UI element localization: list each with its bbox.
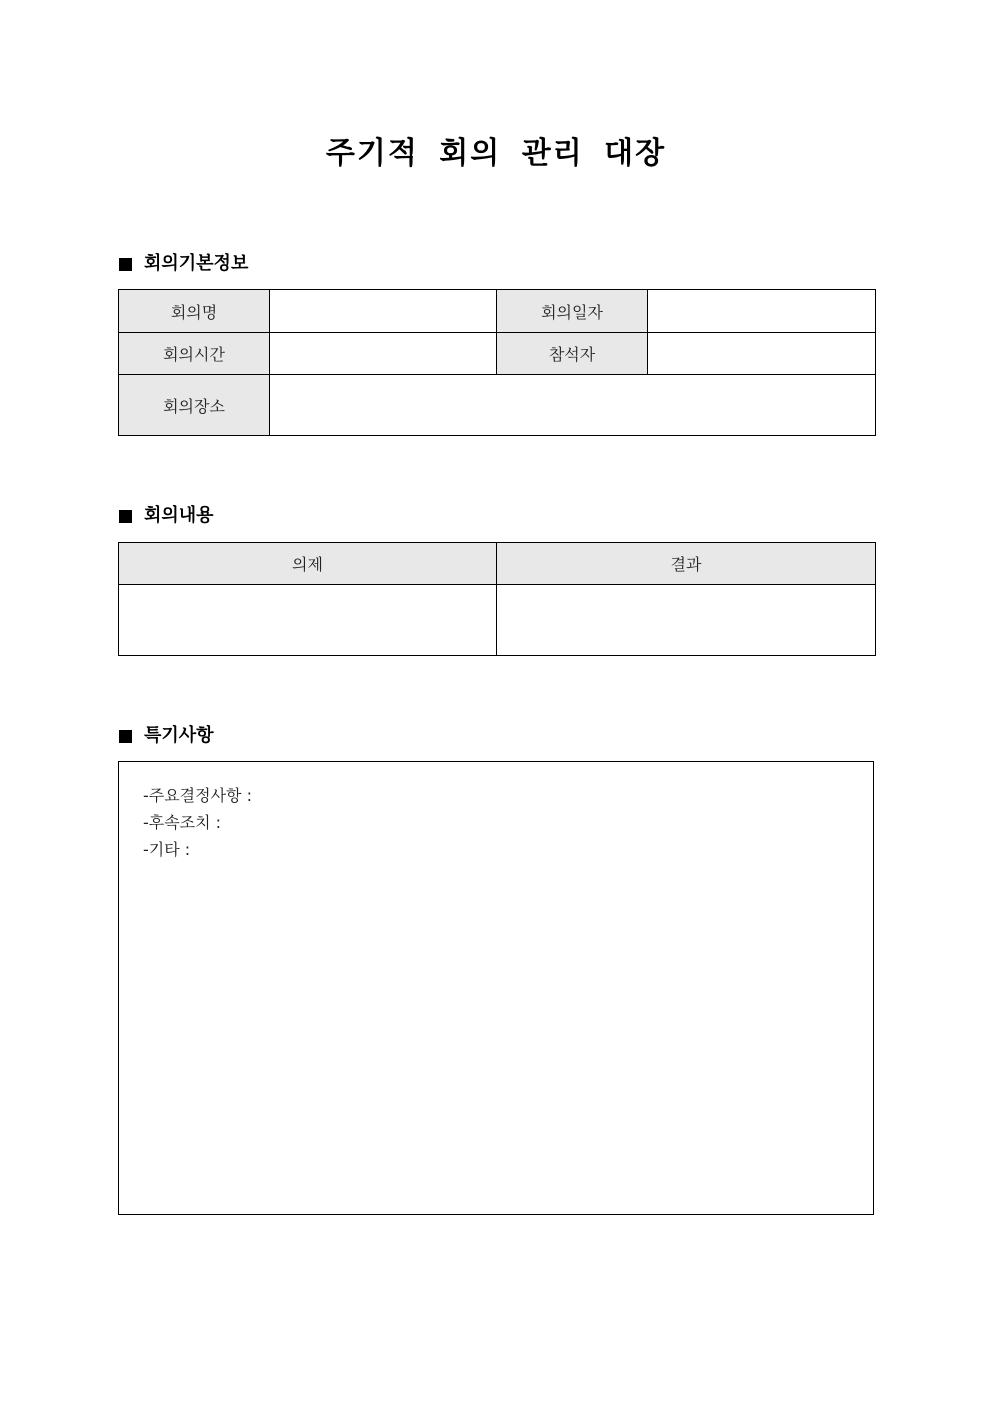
basic-info-table [118,289,876,436]
meeting-date-field[interactable] [648,290,876,333]
meeting-name-field[interactable] [270,290,497,333]
column-header-result: 결과 [497,543,876,585]
meeting-date-label: 회의일자 [497,290,648,333]
attendees-label: 참석자 [497,333,648,375]
black-square-icon [119,510,132,523]
note-follow-up-actions: -후속조치 : [143,813,222,832]
page-title: 주기적 회의 관리 대장 [325,136,667,171]
note-key-decisions: -주요결정사항 : [143,786,252,805]
black-square-icon [119,258,132,271]
special-notes-box[interactable] [118,761,874,1215]
section-heading-content [119,504,214,528]
notes-lines [143,782,252,863]
table-row [119,375,876,436]
agenda-field[interactable] [119,585,497,656]
section-heading-notes [119,724,214,748]
section-heading-label: 회의내용 [144,505,214,526]
section-heading-basic-info [119,252,248,276]
table-row [119,333,876,375]
table-header-row [119,543,876,585]
section-heading-label: 회의기본정보 [144,253,249,274]
table-row [119,290,876,333]
note-other: -기타 : [143,840,191,859]
table-row [119,585,876,656]
meeting-name-label: 회의명 [119,290,270,333]
meeting-content-table [118,542,876,656]
meeting-time-label: 회의시간 [119,333,270,375]
black-square-icon [119,730,132,743]
meeting-place-label: 회의장소 [119,375,270,436]
column-header-agenda: 의제 [119,543,497,585]
meeting-place-field[interactable] [270,375,876,436]
section-heading-label: 특기사항 [144,725,214,746]
attendees-field[interactable] [648,333,876,375]
meeting-time-field[interactable] [270,333,497,375]
result-field[interactable] [497,585,876,656]
